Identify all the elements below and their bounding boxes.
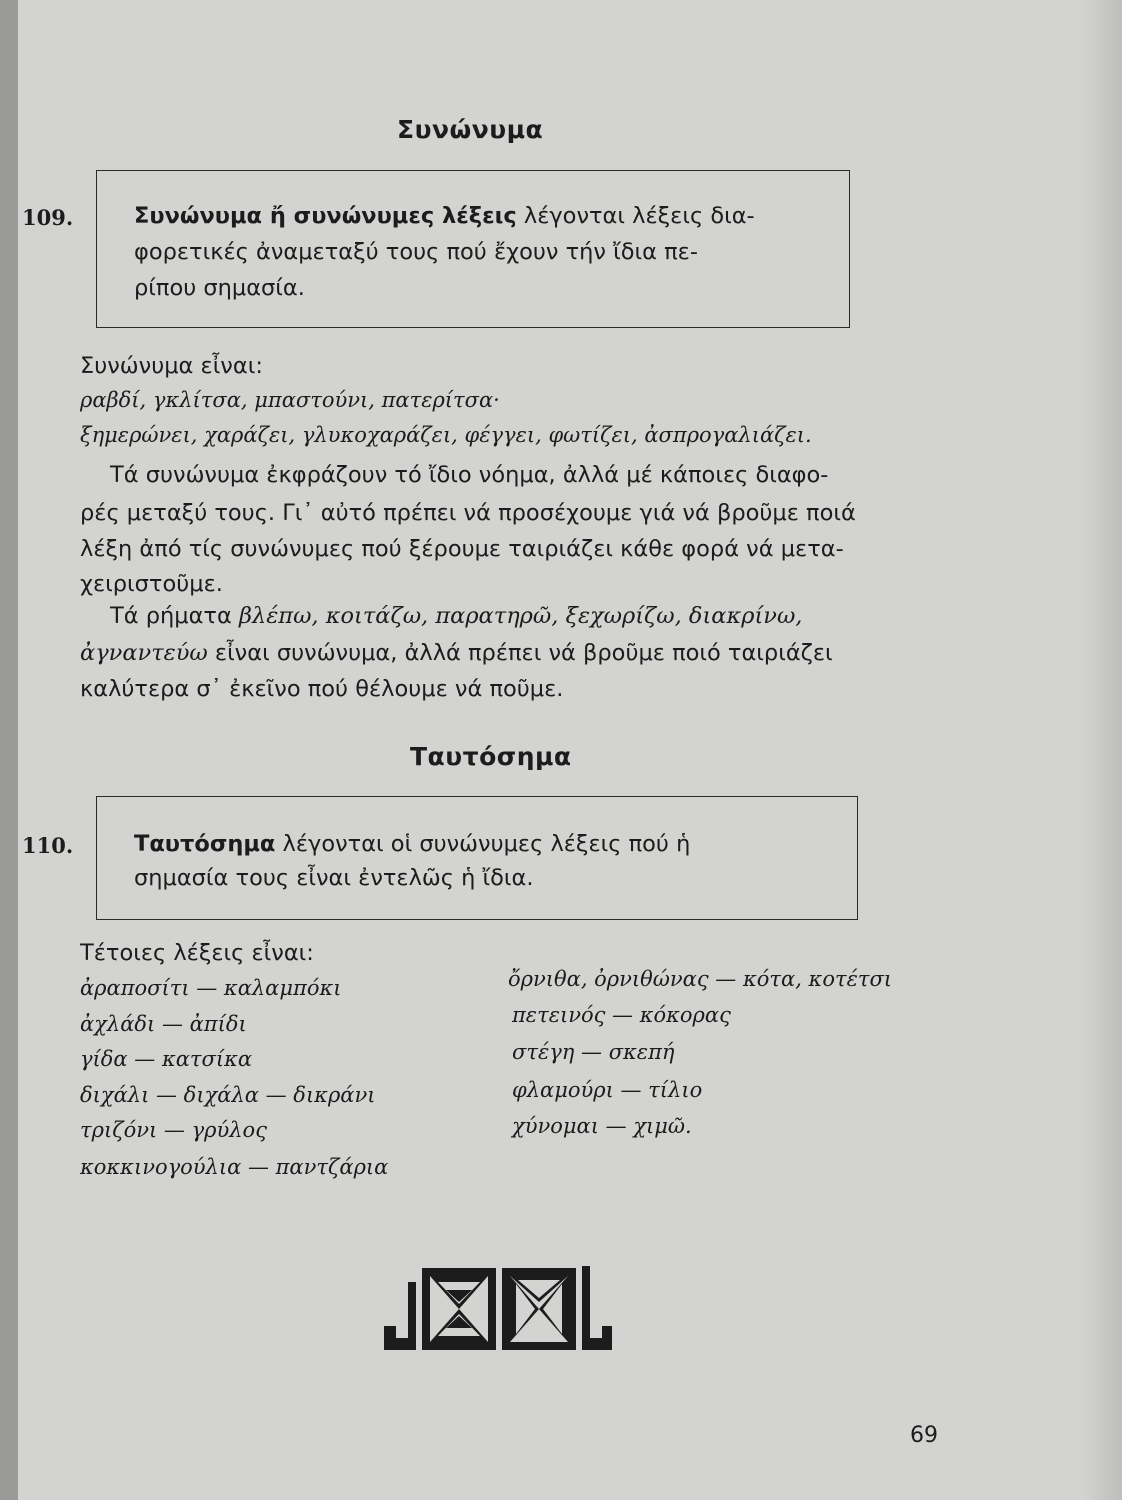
page-number: 69 (910, 1423, 938, 1448)
ornament-icon (380, 1262, 616, 1354)
paragraph-1-line-3: λέξη ἀπό τίς συνώνυμες πού ξέρουμε ταιριάζει κάθε φορά νά μετα- (80, 536, 844, 562)
rule-110-term: Ταυτόσημα (134, 831, 276, 857)
rule-number-110: 110. (22, 833, 74, 858)
paragraph-2-line-1-start: Τά ρήματα (110, 603, 239, 629)
tautosema-right-item: πετεινός — κόκορας (512, 1003, 731, 1027)
synonyms-example-2: ξημερώνει, χαράζει, γλυκοχαράζει, φέγγει, φωτίζει, ἀσπρογαλιάζει. (80, 423, 812, 447)
page-edge (0, 0, 18, 1500)
rule-109-line-3: ρίπου σημασία. (134, 275, 305, 301)
paragraph-1-line-2: ρές μεταξύ τους. Γι᾽ αὐτό πρέπει νά προσέχουμε γιά νά βροῦμε ποιά (80, 500, 856, 526)
paragraph-1-line-1: Τά συνώνυμα ἐκφράζουν τό ἴδιο νόημα, ἀλλά μέ κάποιες διαφο- (110, 462, 829, 488)
rule-109-line-1 (134, 198, 755, 234)
tautosema-left-item: ἀχλάδι — ἀπίδι (80, 1012, 247, 1036)
tautosema-right-item: στέγη — σκεπή (512, 1040, 675, 1064)
paragraph-2-verbs: βλέπω, κοιτάζω, παρατηρῶ, ξεχωρίζω, διακρίνω, (238, 603, 803, 629)
tautosema-left-item: γίδα — κατσίκα (80, 1047, 253, 1071)
paragraph-2-line-1 (110, 603, 802, 629)
rule-110-line-1-rest: λέγονται οἱ συνώνυμες λέξεις πού ἡ (275, 831, 691, 857)
tautosema-right-item: ὄρνιθα, ὀρνιθώνας — κότα, κοτέτσι (508, 967, 893, 991)
tautosema-right-item: φλαμούρι — τίλιο (512, 1078, 703, 1102)
tautosema-left-item: ἀραποσίτι — καλαμπόκι (80, 976, 342, 1000)
rule-109-line-1-rest: λέγονται λέξεις δια- (516, 203, 755, 229)
tautosema-left-item: τριζόνι — γρύλος (80, 1118, 267, 1142)
paragraph-2-line-2-rest: εἶναι συνώνυμα, ἀλλά πρέπει νά βροῦμε ποιό ταιριάζει (207, 640, 833, 666)
tautosema-left-item: διχάλι — διχάλα — δικράνι (80, 1083, 376, 1107)
paragraph-2-line-3: καλύτερα σ᾽ ἐκεῖνο πού θέλουμε νά ποῦμε. (80, 676, 564, 702)
ornament-left-hook (384, 1282, 416, 1350)
section-heading-tautosema: Ταυτόσημα (410, 742, 572, 771)
ornament-right-square (502, 1268, 576, 1350)
ornament-right-hook (582, 1266, 612, 1350)
synonyms-intro: Συνώνυμα εἶναι: (80, 353, 263, 379)
paragraph-1-line-4: χειριστοῦμε. (80, 571, 223, 597)
ornament-left-square (422, 1268, 496, 1350)
tautosema-left-item: κοκκινογούλια — παντζάρια (80, 1155, 389, 1179)
synonyms-example-1: ραβδί, γκλίτσα, μπαστούνι, πατερίτσα· (80, 388, 500, 412)
paragraph-2-verb: ἀγναντεύω (80, 640, 208, 666)
paragraph-2-line-2 (80, 640, 833, 666)
binding-shadow (1082, 0, 1122, 1500)
tautosema-intro: Τέτοιες λέξεις εἶναι: (80, 940, 314, 966)
rule-110-line-2: σημασία τους εἶναι ἐντελῶς ἡ ἴδια. (134, 865, 534, 891)
rule-number-109: 109. (22, 205, 74, 230)
rule-110-line-1 (134, 826, 690, 862)
tautosema-right-item: χύνομαι — χιμῶ. (512, 1114, 692, 1138)
rule-109-line-2: φορετικές ἀναμεταξύ τους πού ἔχουν τήν ἴδια πε- (134, 239, 698, 265)
section-heading-synonyms: Συνώνυμα (397, 115, 544, 144)
rule-109-term: Συνώνυμα ἤ συνώνυμες λέξεις (134, 203, 517, 229)
